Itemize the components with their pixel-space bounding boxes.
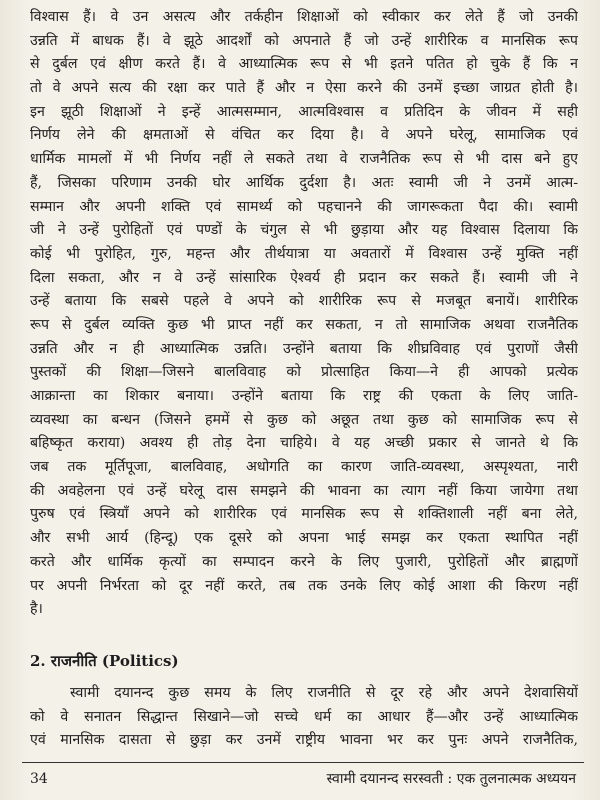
- text-line: व्यवस्था का बन्धन (जिसने हममें से कुछ को अछूत तथा कुछ को सामाजिक रूप से: [30, 411, 578, 428]
- text-line: है।: [30, 601, 43, 618]
- text-line: और सभी आर्य (हिन्दू) एक दूसरे को अपना भाई समझ कर एकता स्थापित नहीं: [30, 530, 578, 547]
- text-line: कोई भी पुरोहित, गुरु, महन्त और तीर्थयात्रा या अवतारों में विश्वास उन्हें मुक्ति नहीं: [30, 245, 578, 262]
- text-line: एवं मानसिक दासता से छुड़ा कर उनमें राष्ट्रीय भावना भर कर पुनः अपने राजनैतिक,: [30, 732, 578, 749]
- text-line: उन्हें बताया कि सबसे पहले वे अपने को शारीरिक रूप से मजबूत बनायें। शारीरिक: [30, 293, 578, 310]
- text-line: उन्नति में बाधक हैं। वे झूठे आदर्शों को अपनाते हैं जो उन्हें शारीरिक व मानसिक रूप: [30, 32, 578, 49]
- section-paragraph: [30, 682, 578, 753]
- text-line: निर्णय लेने की क्षमताओं से वंचित कर दिया है। वे अपने घरेलू, सामाजिक एवं: [30, 127, 578, 144]
- text-line: करते और धार्मिक कृत्यों का सम्पादन करने के लिए पुजारी, पुरोहितों और ब्राह्मणों: [30, 553, 578, 570]
- text-line: जब तक मूर्तिपूजा, बालविवाह, अधोगति का कारण जाति-व्यवस्था, अस्पृश्यता, नारी: [30, 459, 578, 476]
- page-number: 34: [30, 771, 48, 787]
- text-line: विश्वास हैं। वे उन असत्य और तर्कहीन शिक्षाओं को स्वीकार कर लेते हैं जो उनकी: [30, 9, 578, 25]
- body-paragraph: [30, 6, 578, 622]
- text-line: हैं, जिसका परिणाम उनकी घोर आर्थिक दुर्दशा है। अतः स्वामी जी ने उनमें आत्म-: [30, 174, 578, 191]
- text-line: तो वे अपने सत्य की रक्षा कर पाते हैं और न ऐसा करने की उनमें इच्छा जाग्रत होती है।: [30, 80, 578, 97]
- text-line: की अवहेलना एवं उन्हें घरेलू दास समझने की भावना का त्याग नहीं किया जायेगा तथा: [30, 482, 578, 499]
- text-line: उन्नति और न ही आध्यात्मिक उन्नति। उन्होंने बताया कि शीघ्रविवाह एवं पुराणों जैसी: [30, 340, 578, 357]
- section-heading: 2. राजनीति (Politics): [30, 652, 179, 670]
- running-title: स्वामी दयानन्द सरस्वती : एक तुलनात्मक अध्ययन: [326, 771, 576, 787]
- footer-divider: [22, 762, 584, 763]
- text-line: बहिष्कृत कराया) अवश्य ही तोड़ देना चाहिये। वे यह अच्छी प्रकार से जानते थे कि: [30, 435, 578, 452]
- text-line: जी ने उन्हें पुरोहितों एवं पण्डों के चंगुल से भी छुड़ाया और यह विश्वास दिलाया कि: [30, 222, 578, 239]
- text-line: पुरुष एवं स्त्रियाँ अपने को शारीरिक एवं मानसिक रूप से शक्तिशाली नहीं बना लेते,: [30, 506, 578, 523]
- text-line: पुस्तकों की शिक्षा—जिसने बालविवाह को प्रोत्साहित किया—ने ही आपको प्रत्येक: [30, 364, 578, 381]
- text-line: पर अपनी निर्भरता को दूर नहीं करते, तब तक उनके लिए कोई आशा की किरण नहीं: [30, 577, 578, 594]
- text-line: धार्मिक मामलों में भी निर्णय नहीं ले सकते तथा वे राजनैतिक रूप से भी दास बने हुए: [30, 151, 578, 168]
- text-line: को वे सनातन सिद्धान्त सिखाने—जो सच्चे धर्म का आधार हैं—और उन्हें आध्यात्मिक: [30, 708, 578, 725]
- text-line: दिला सकता, और न वे उन्हें सांसारिक ऐश्वर्य ही प्रदान कर सकते हैं। स्वामी जी ने: [30, 269, 578, 286]
- text-line: से दुर्बल एवं क्षीण करते हैं। वे आध्यात्मिक रूप से भी इतने पतित हो चुके हैं कि न: [30, 56, 578, 73]
- text-line: आक्रान्ता का शिकार बनाया। उन्होंने बताया कि राष्ट्र की एकता के लिए जाति-: [30, 388, 578, 404]
- text-line: इन झूठी शिक्षाओं ने इन्हें आत्मसम्मान, आत्मविश्वास व प्रतिदिन के जीवन में सही: [30, 103, 578, 120]
- text-line: रूप से दुर्बल व्यक्ति कुछ भी प्राप्त नहीं कर सकता, न तो सामाजिक अथवा राजनैतिक: [30, 316, 578, 333]
- text-line: सम्मान और अपनी शक्ति एवं सामर्थ्य को पहचानने की जागरूकता पैदा की। स्वामी: [30, 198, 578, 215]
- text-line: स्वामी दयानन्द कुछ समय के लिए राजनीति से दूर रहे और अपने देशवासियों: [70, 685, 578, 701]
